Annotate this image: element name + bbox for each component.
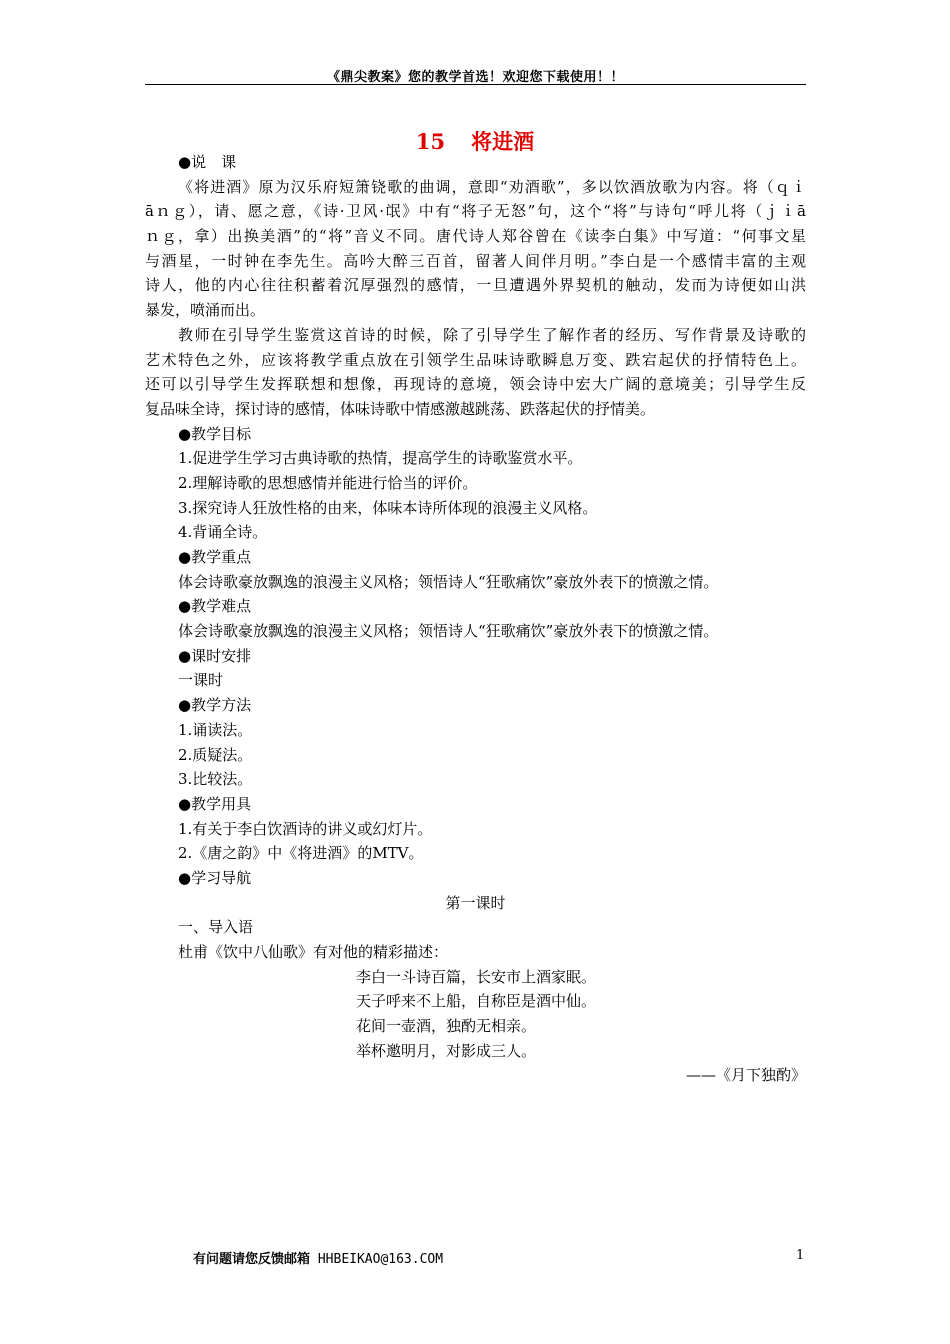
subsection-heading: 一、导入语 <box>178 918 254 937</box>
list-item: 4.背诵全诗。 <box>178 523 268 542</box>
lesson-number: 15 <box>415 129 446 154</box>
poem-line: 花间一壶酒，独酌无相亲。 <box>356 1017 537 1036</box>
list-item: 3.比较法。 <box>178 770 253 789</box>
section-heading: ●教学重点 <box>178 548 252 566</box>
list-item: 2.理解诗歌的思想感情并能进行恰当的评价。 <box>178 473 478 492</box>
footer-email: HHBEIKAO@163.COM <box>317 1252 444 1267</box>
lesson-period-heading: 第一课时 <box>445 893 506 912</box>
paragraph-line: ｎｇ，拿）出换美酒”的“将”音义不同。唐代诗人郑谷曾在《读李白集》中写道：“何事文星 <box>145 227 806 246</box>
list-item: 3.探究诗人狂放性格的由来，体味本诗所体现的浪漫主义风格。 <box>178 498 598 517</box>
list-item: 1.促进学生学习古典诗歌的热情，提高学生的诗歌鉴赏水平。 <box>178 449 583 468</box>
section-heading: ●课时安排 <box>178 646 252 665</box>
section-heading: ●教学难点 <box>178 597 252 616</box>
section-heading: ●教学目标 <box>178 424 252 443</box>
header-divider <box>145 84 806 85</box>
paragraph-line: 暴发，喷涌而出。 <box>145 301 266 320</box>
paragraph-line: 与酒星，一时钟在李先生。高吟大醉三百首，留著人间伴月明。”李白是一个感情丰富的主观 <box>145 251 806 270</box>
page-header: 《鼎尖教案》您的教学首选！欢迎您下载使用！！ <box>326 70 624 85</box>
list-item: 2.《唐之韵》中《将进酒》的MTV。 <box>178 844 424 863</box>
paragraph-line: 艺术特色之外，应该将教学重点放在引领学生品味诗歌瞬息万变、跌宕起伏的抒情特色上。 <box>145 350 806 369</box>
section-heading: ●教学方法 <box>178 696 252 715</box>
section-heading: ●学习导航 <box>178 868 252 887</box>
paragraph-line: 《将进酒》原为汉乐府短箫铙歌的曲调，意即“劝酒歌”，多以饮酒放歌为内容。将（ｑｉ <box>178 177 806 196</box>
footer-label: 有问题请您反馈邮箱 <box>193 1252 311 1267</box>
page-number: 1 <box>796 1248 805 1263</box>
lesson-title-text: 将进酒 <box>471 129 535 154</box>
poem-line: 李白一斗诗百篇，长安市上酒家眠。 <box>356 967 597 986</box>
page-footer <box>193 1248 443 1267</box>
list-item: 2.质疑法。 <box>178 745 253 764</box>
section-heading: ●教学用具 <box>178 794 252 813</box>
list-item: 1.诵读法。 <box>178 720 253 739</box>
paragraph-line: 教师在引导学生鉴赏这首诗的时候，除了引导学生了解作者的经历、写作背景及诗歌的 <box>178 325 806 344</box>
document-body <box>145 150 806 1088</box>
list-item: 1.有关于李白饮酒诗的讲义或幻灯片。 <box>178 819 433 838</box>
poem-line: 举杯邀明月，对影成三人。 <box>356 1041 537 1060</box>
paragraph-line: 体会诗歌豪放飘逸的浪漫主义风格；领悟诗人“狂歌痛饮”豪放外表下的愤激之情。 <box>178 622 719 641</box>
poem-line: 天子呼来不上船，自称臣是酒中仙。 <box>356 992 597 1011</box>
paragraph-line: 杜甫《饮中八仙歌》有对他的精彩描述： <box>178 943 449 961</box>
paragraph-line: 复品味全诗，探讨诗的感情，体味诗歌中情感激越跳荡、跌落起伏的抒情美。 <box>145 399 656 418</box>
paragraph-line: 诗人，他的内心往往积蓄着沉厚强烈的感情，一旦遭遇外界契机的触动，发而为诗便如山洪 <box>145 276 806 295</box>
paragraph-line: 一课时 <box>178 671 224 690</box>
paragraph-line: 还可以引导学生发挥联想和想像，再现诗的意境，领会诗中宏大广阔的意境美；引导学生反 <box>145 375 806 394</box>
poem-attribution: ——《月下独酌》 <box>685 1066 806 1085</box>
section-heading: ●说 课 <box>178 153 237 171</box>
paragraph-line: āｎｇ），请、愿之意，《诗·卫风·氓》中有“将子无怒”句，这个“将”与诗句“呼儿将（ｊｉā <box>145 202 806 221</box>
paragraph-line: 体会诗歌豪放飘逸的浪漫主义风格；领悟诗人“狂歌痛饮”豪放外表下的愤激之情。 <box>178 572 719 591</box>
